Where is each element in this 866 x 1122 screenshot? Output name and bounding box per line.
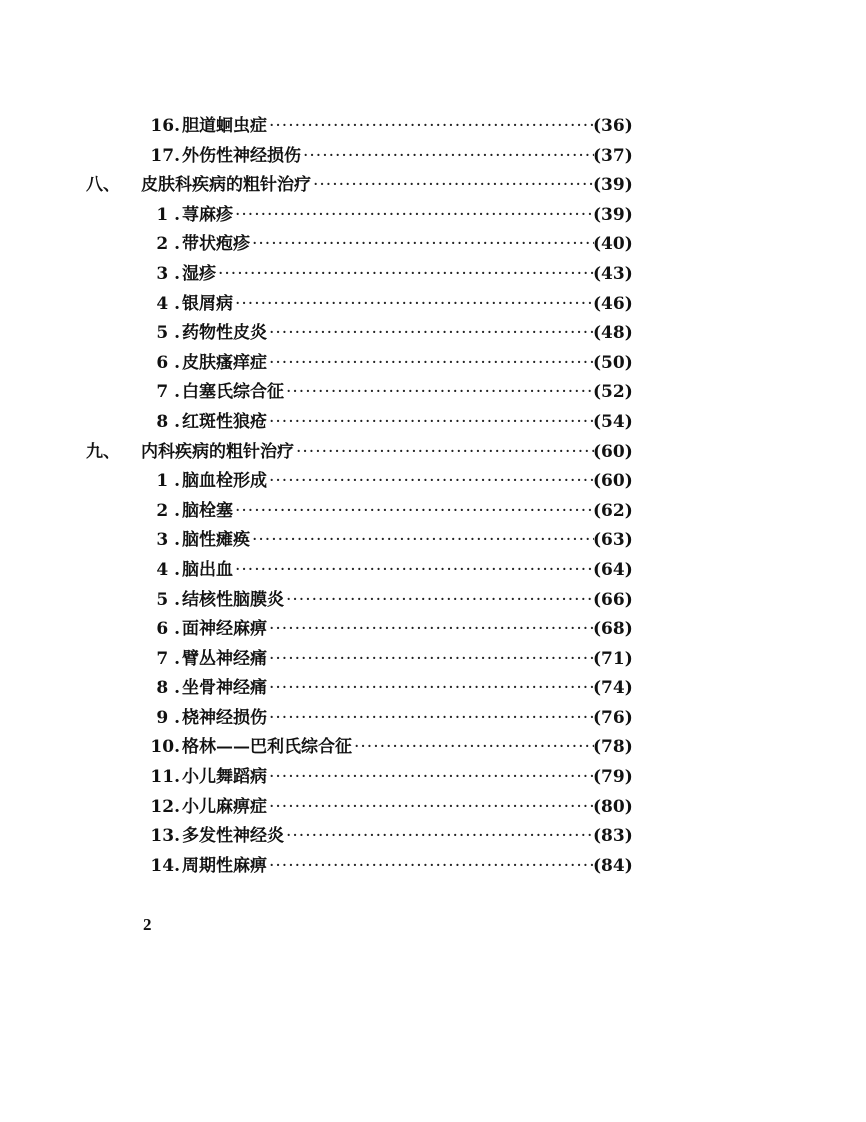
toc-entry-number: 5 . <box>156 323 180 344</box>
toc-entry-title: 脑血栓形成 <box>182 467 269 497</box>
toc-entry-leader-line <box>182 349 594 379</box>
toc-entry <box>0 852 866 882</box>
toc-entry <box>0 733 866 763</box>
toc-entry <box>0 793 866 823</box>
dot-leader <box>269 645 594 675</box>
dot-leader <box>235 290 594 320</box>
toc-entry-page: (60) <box>593 441 633 462</box>
toc-entry <box>0 615 866 645</box>
dot-leader <box>313 171 594 201</box>
toc-entry-title: 桡神经损伤 <box>182 704 269 734</box>
toc-entry-number: 1 . <box>156 471 180 492</box>
toc-entry-page: (39) <box>593 204 633 225</box>
toc-entry-leader-line <box>182 674 594 704</box>
toc-entry-number: 14. <box>150 855 180 876</box>
dot-leader <box>296 438 594 468</box>
dot-leader <box>269 467 594 497</box>
toc-entry-title: 白塞氏综合征 <box>182 378 286 408</box>
toc-entry-page: (74) <box>593 678 633 699</box>
toc-entry-page: (83) <box>593 826 633 847</box>
toc-entry-leader-line <box>182 408 594 438</box>
dot-leader <box>235 556 594 586</box>
toc-entry-leader-line <box>182 260 594 290</box>
dot-leader <box>235 201 594 231</box>
dot-leader <box>286 586 594 616</box>
toc-entry-number: 4 . <box>156 293 180 314</box>
toc-entry-number: 八、 <box>86 175 120 196</box>
toc-entry-title: 小儿舞蹈病 <box>182 763 269 793</box>
toc-entry <box>0 408 866 438</box>
toc-entry-page: (66) <box>593 589 633 610</box>
toc-entry-title: 银屑病 <box>182 290 235 320</box>
toc-entry-page: (79) <box>593 767 633 788</box>
toc-entry-leader-line <box>141 438 594 468</box>
dot-leader <box>269 319 594 349</box>
dot-leader <box>269 349 594 379</box>
toc-entry-title: 坐骨神经痛 <box>182 674 269 704</box>
toc-entry-number: 3 . <box>156 530 180 551</box>
toc-entry-number: 1 . <box>156 204 180 225</box>
toc-entry-page: (64) <box>593 559 633 580</box>
dot-leader <box>269 852 594 882</box>
toc-entry-page: (68) <box>593 619 633 640</box>
toc-entry <box>0 230 866 260</box>
dot-leader <box>235 497 594 527</box>
toc-entry-page: (71) <box>593 648 633 669</box>
toc-entry-leader-line <box>182 704 594 734</box>
toc-entry-number: 17. <box>150 145 180 166</box>
toc-entry-number: 8 . <box>156 678 180 699</box>
toc-entry-page: (60) <box>593 471 633 492</box>
toc-entry-title: 带状疱疹 <box>182 230 252 260</box>
toc-entry-leader-line <box>182 852 594 882</box>
toc-entry-page: (40) <box>593 234 633 255</box>
toc-entry-leader-line <box>182 586 594 616</box>
toc-entry-leader-line <box>182 112 594 142</box>
toc-entry <box>0 497 866 527</box>
toc-entry-title: 脑栓塞 <box>182 497 235 527</box>
dot-leader <box>269 674 594 704</box>
toc-entry-page: (63) <box>593 530 633 551</box>
toc-entry-number: 7 . <box>156 648 180 669</box>
toc-entry-leader-line <box>182 142 594 172</box>
toc-entry-page: (76) <box>593 707 633 728</box>
toc-entry-number: 16. <box>150 116 180 136</box>
toc-entry-number: 7 . <box>156 382 180 403</box>
dot-leader <box>269 763 594 793</box>
toc-entry <box>0 586 866 616</box>
dot-leader <box>286 378 594 408</box>
toc-entry-title: 皮肤瘙痒症 <box>182 349 269 379</box>
dot-leader <box>286 822 594 852</box>
dot-leader <box>269 793 594 823</box>
toc-entry-leader-line <box>141 171 594 201</box>
dot-leader <box>303 142 594 172</box>
toc-entry-title: 小儿麻痹症 <box>182 793 269 823</box>
toc-entry-title: 湿疹 <box>182 260 218 290</box>
toc-section-entry <box>0 438 866 468</box>
toc-entry-number: 8 . <box>156 411 180 432</box>
toc-entry-leader-line <box>182 526 594 556</box>
toc-entry-title: 药物性皮炎 <box>182 319 269 349</box>
toc-entry-number: 6 . <box>156 352 180 373</box>
toc-entry-leader-line <box>182 733 594 763</box>
toc-entry-page: (62) <box>593 500 633 521</box>
toc-entry-title: 面神经麻痹 <box>182 615 269 645</box>
toc-entry-leader-line <box>182 645 594 675</box>
toc-entry <box>0 349 866 379</box>
toc-entry <box>0 822 866 852</box>
toc-section-entry <box>0 171 866 201</box>
toc-entry-title: 胆道蛔虫症 <box>182 112 269 142</box>
toc-entry-page: (84) <box>593 855 633 876</box>
toc-entry-title: 外伤性神经损伤 <box>182 142 303 172</box>
toc-entry-number: 2 . <box>156 234 180 255</box>
toc-entry-leader-line <box>182 290 594 320</box>
toc-entry-page: (78) <box>593 737 633 758</box>
dot-leader <box>269 704 594 734</box>
toc-entry-page: (50) <box>593 352 633 373</box>
toc-entry-title: 脑出血 <box>182 556 235 586</box>
toc-entry-page: (46) <box>593 293 633 314</box>
toc-entry-number: 11. <box>150 767 180 788</box>
toc-entry-number: 13. <box>150 826 180 847</box>
toc-entry-title: 格林——巴利氏综合征 <box>182 733 354 763</box>
toc-entry-leader-line <box>182 615 594 645</box>
toc-entry-leader-line <box>182 793 594 823</box>
dot-leader <box>252 230 594 260</box>
toc-entry <box>0 645 866 675</box>
toc-entry <box>0 556 866 586</box>
toc-entry-number: 10. <box>150 737 180 758</box>
toc-entry-page: (37) <box>593 145 633 166</box>
page-number: 2 <box>143 915 152 934</box>
toc-entry-page: (54) <box>593 411 633 432</box>
toc-entry-title: 周期性麻痹 <box>182 852 269 882</box>
toc-entry <box>0 526 866 556</box>
toc-entry-leader-line <box>182 763 594 793</box>
toc-entry-leader-line <box>182 378 594 408</box>
table-of-contents <box>0 112 866 881</box>
toc-entry <box>0 378 866 408</box>
toc-entry-leader-line <box>182 822 594 852</box>
toc-entry-number: 3 . <box>156 263 180 284</box>
toc-entry <box>0 319 866 349</box>
toc-entry-number: 9 . <box>156 707 180 728</box>
dot-leader <box>269 408 594 438</box>
toc-entry-title: 多发性神经炎 <box>182 822 286 852</box>
dot-leader <box>354 733 594 763</box>
toc-entry <box>0 112 866 142</box>
dot-leader <box>269 112 594 142</box>
toc-entry-leader-line <box>182 467 594 497</box>
toc-entry <box>0 467 866 497</box>
toc-entry-number: 2 . <box>156 500 180 521</box>
toc-entry <box>0 290 866 320</box>
toc-entry-number: 5 . <box>156 589 180 610</box>
toc-entry-title: 脑性瘫痪 <box>182 526 252 556</box>
toc-entry-leader-line <box>182 201 594 231</box>
dot-leader <box>218 260 594 290</box>
toc-entry-title: 内科疾病的粗针治疗 <box>141 438 296 468</box>
toc-entry <box>0 142 866 172</box>
toc-entry-leader-line <box>182 556 594 586</box>
dot-leader <box>252 526 594 556</box>
toc-entry-page: (52) <box>593 382 633 403</box>
toc-entry-number: 6 . <box>156 619 180 640</box>
toc-entry <box>0 260 866 290</box>
toc-entry-number: 九、 <box>86 441 120 462</box>
toc-entry-number: 12. <box>150 796 180 817</box>
toc-entry <box>0 763 866 793</box>
toc-entry-title: 红斑性狼疮 <box>182 408 269 438</box>
toc-entry-title: 结核性脑膜炎 <box>182 586 286 616</box>
toc-entry-leader-line <box>182 497 594 527</box>
dot-leader <box>269 615 594 645</box>
toc-entry-title: 臂丛神经痛 <box>182 645 269 675</box>
toc-entry-number: 4 . <box>156 559 180 580</box>
toc-entry-leader-line <box>182 230 594 260</box>
toc-entry-title: 皮肤科疾病的粗针治疗 <box>141 171 313 201</box>
toc-entry <box>0 201 866 231</box>
toc-entry-leader-line <box>182 319 594 349</box>
toc-entry <box>0 674 866 704</box>
toc-entry-title: 荨麻疹 <box>182 201 235 231</box>
toc-entry-page: (39) <box>593 175 633 196</box>
toc-entry-page: (36) <box>593 116 633 136</box>
toc-entry-page: (80) <box>593 796 633 817</box>
toc-entry-page: (48) <box>593 323 633 344</box>
toc-entry <box>0 704 866 734</box>
toc-entry-page: (43) <box>593 263 633 284</box>
